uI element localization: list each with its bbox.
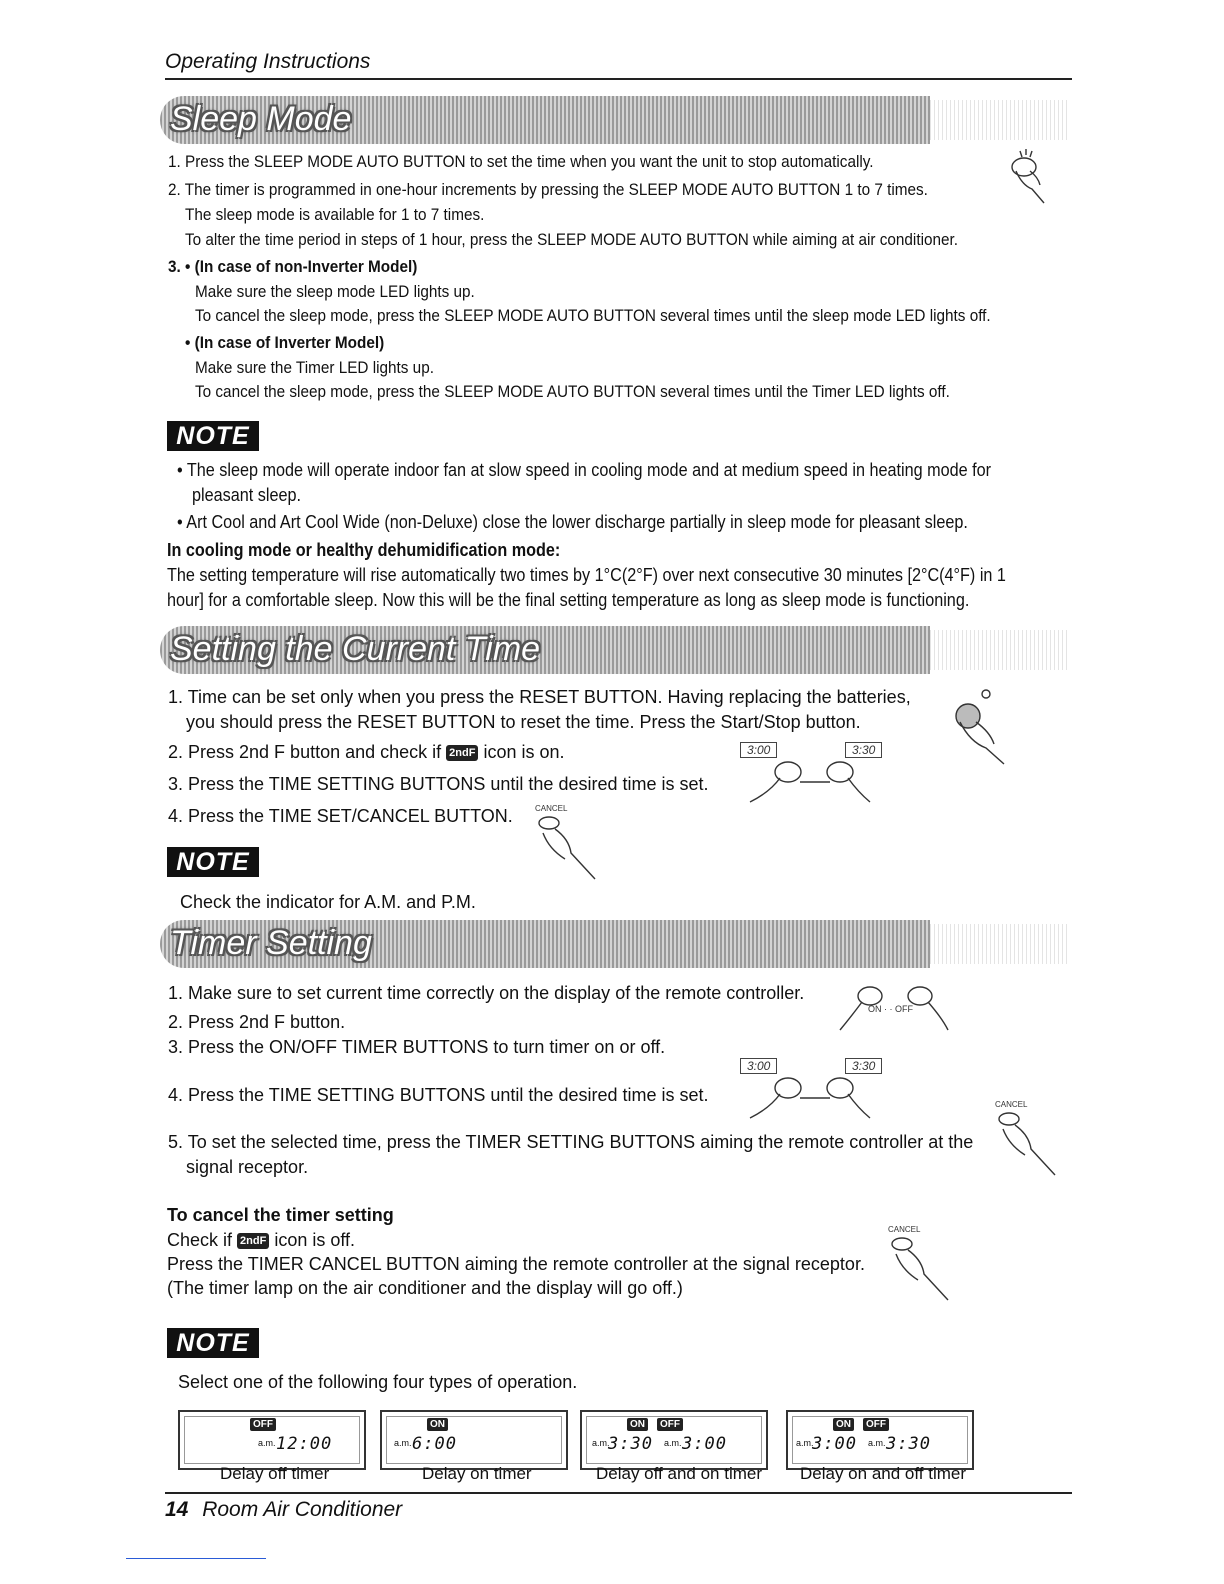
section-title: Sleep Mode xyxy=(170,100,352,138)
lcd-display-delay-off: OFF a.m. 12:00 xyxy=(178,1410,366,1470)
time-step-3: 3. Press the TIME SETTING BUTTONS until the desired time is set. xyxy=(168,774,709,794)
hand-press-icon xyxy=(1008,145,1048,205)
cancel-step-2: Press the TIMER CANCEL BUTTON aiming the remote controller at the signal receptor. xyxy=(167,1254,865,1274)
sleep-step-3b: To cancel the sleep mode, press the SLEEP MODE AUTO BUTTON several times until the sleep mode LED lights off. xyxy=(195,306,991,325)
2ndf-icon: 2ndF xyxy=(446,745,478,761)
note-bullet-1: • The sleep mode will operate indoor fan at slow speed in cooling mode and at medium speed in heating mode for xyxy=(177,460,992,480)
time-step-1b: you should press the RESET BUTTON to reset the time. Press the Start/Stop button. xyxy=(186,712,861,732)
note-bullet-2: • Art Cool and Art Cool Wide (non-Deluxe) close the lower discharge partially in sleep mode for pleasant sleep. xyxy=(177,512,968,532)
time-step-2: 2. Press 2nd F button and check if 2ndF icon is on. xyxy=(168,742,565,762)
section-title: Timer Setting xyxy=(170,924,372,962)
sleep-step-2c: To alter the time period in steps of 1 hour, press the SLEEP MODE AUTO BUTTON while aiming at air conditioner. xyxy=(185,230,959,249)
timer-step-5: 5. To set the selected time, press the TIMER SETTING BUTTONS aiming the remote controller at the xyxy=(168,1132,974,1152)
time-setting-buttons-illustration: 3:00 3:30 xyxy=(740,742,890,807)
sleep-step-4b: To cancel the sleep mode, press the SLEEP MODE AUTO BUTTON several times until the Timer LED lights off. xyxy=(195,382,950,401)
page-header: Operating Instructions xyxy=(165,50,371,73)
sleep-step-4: • (In case of Inverter Model) xyxy=(185,333,385,352)
caption-delay-on-off: Delay on and off timer xyxy=(800,1464,966,1483)
page-number: 14 xyxy=(165,1498,189,1521)
sleep-step-3: 3. • (In case of non-Inverter Model) xyxy=(168,257,418,276)
caption-delay-off-on: Delay off and on timer xyxy=(596,1464,762,1483)
on-off-timer-buttons-illustration: ON · · OFF xyxy=(830,978,960,1038)
sleep-step-1: 1. Press the SLEEP MODE AUTO BUTTON to set the time when you want the unit to stop automatically. xyxy=(168,152,874,171)
cancel-timer-heading: To cancel the timer setting xyxy=(167,1205,394,1225)
time-step-1: 1. Time can be set only when you press the RESET BUTTON. Having replacing the batteries, xyxy=(168,687,911,707)
note-label: NOTE xyxy=(167,847,259,877)
cancel-step-3: (The timer lamp on the air conditioner and the display will go off.) xyxy=(167,1278,683,1298)
footer-title: Room Air Conditioner xyxy=(202,1498,403,1521)
lcd-display-delay-off-on: ON OFF a.m. 3:30 a.m. 3:00 xyxy=(580,1410,768,1470)
page-footer xyxy=(165,1498,402,1522)
cancel-step-1: Check if 2ndF icon is off. xyxy=(167,1230,356,1250)
sleep-step-4a: Make sure the Timer LED lights up. xyxy=(195,358,434,377)
2ndf-icon: 2ndF xyxy=(237,1233,269,1249)
timer-step-4: 4. Press the TIME SETTING BUTTONS until the desired time is set. xyxy=(168,1085,709,1105)
lcd-display-delay-on: ON a.m. 6:00 xyxy=(380,1410,568,1470)
note-label: NOTE xyxy=(167,421,259,451)
cooling-para-2: hour] for a comfortable sleep. Now this will be the final setting temperature as long as sleep mode is functioning. xyxy=(167,590,970,610)
caption-delay-on: Delay on timer xyxy=(422,1464,532,1483)
lcd-display-delay-on-off: ON OFF a.m. 3:00 a.m. 3:30 xyxy=(786,1410,974,1470)
section-banner-time xyxy=(160,626,1070,674)
timer-step-1: 1. Make sure to set current time correctly on the display of the remote controller. xyxy=(168,983,805,1003)
time-step-4: 4. Press the TIME SET/CANCEL BUTTON. xyxy=(168,806,513,826)
note-bullet-1b: pleasant sleep. xyxy=(192,485,301,505)
set-cancel-hand-icon: CANCEL xyxy=(888,1225,958,1309)
sleep-step-2: 2. The timer is programmed in one-hour increments by pressing the SLEEP MODE AUTO BUTTON 1 to 7 times. xyxy=(168,180,928,199)
header-rule xyxy=(165,78,1072,80)
section-title: Setting the Current Time xyxy=(170,630,541,668)
sleep-step-2b: The sleep mode is available for 1 to 7 times. xyxy=(185,205,485,224)
caption-delay-off: Delay off timer xyxy=(220,1464,330,1483)
timer-step-5b: signal receptor. xyxy=(186,1157,309,1177)
set-cancel-hand-icon: CANCEL xyxy=(535,804,605,888)
section-banner-sleep xyxy=(160,96,1070,144)
set-cancel-hand-icon: CANCEL xyxy=(995,1100,1065,1184)
note-label: NOTE xyxy=(167,1328,259,1358)
time-setting-buttons-illustration: 3:00 3:30 xyxy=(740,1058,890,1123)
footer-rule xyxy=(165,1492,1072,1494)
timer-step-2: 2. Press 2nd F button. xyxy=(168,1012,346,1032)
cooling-para-1: The setting temperature will rise automatically two times by 1°C(2°F) over next consecutive 30 minutes [2°C(4°F) in 1 xyxy=(167,565,1006,585)
cooling-heading: In cooling mode or healthy dehumidification mode: xyxy=(167,540,561,560)
reset-hand-icon xyxy=(946,688,1016,768)
note-four-types: Select one of the following four types of operation. xyxy=(178,1372,578,1392)
footer-link-underline xyxy=(126,1558,266,1559)
section-banner-timer xyxy=(160,920,1070,968)
note-am-pm: Check the indicator for A.M. and P.M. xyxy=(180,892,476,912)
sleep-step-3a: Make sure the sleep mode LED lights up. xyxy=(195,282,475,301)
timer-step-3: 3. Press the ON/OFF TIMER BUTTONS to turn timer on or off. xyxy=(168,1037,666,1057)
